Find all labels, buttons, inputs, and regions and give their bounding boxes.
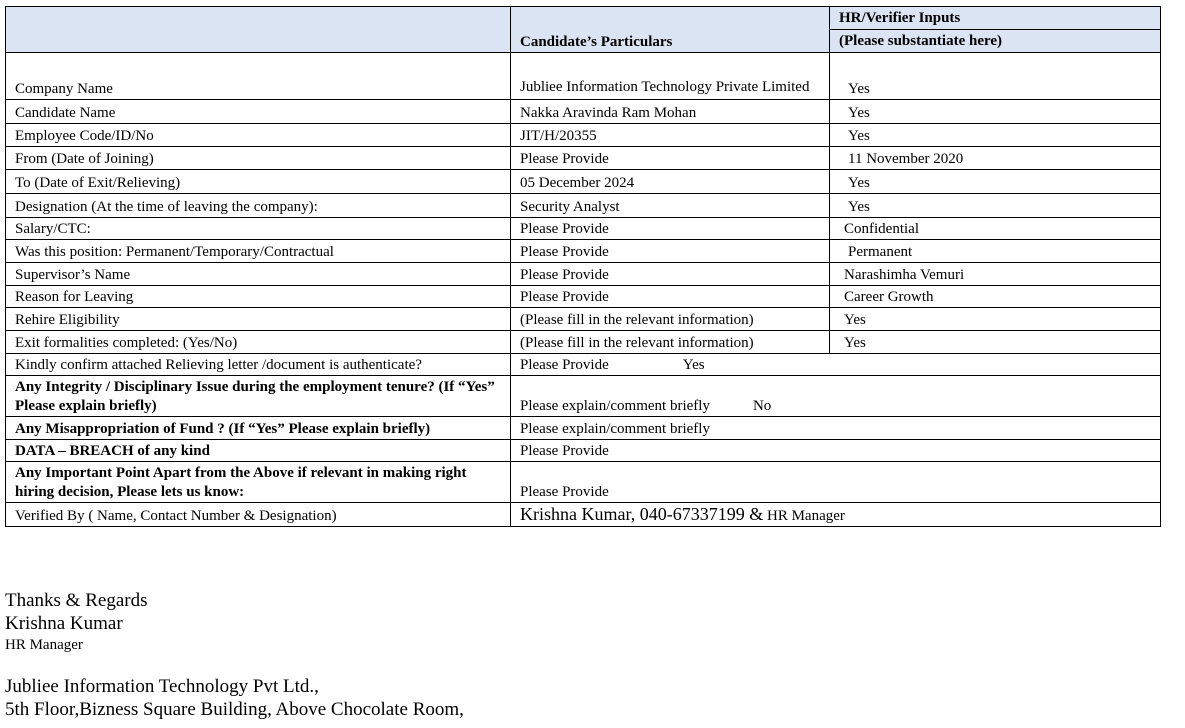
row-hr-input: Yes	[830, 331, 1161, 354]
table-row	[6, 440, 1161, 462]
row-hr-input: Confidential	[830, 218, 1161, 240]
table-row	[6, 286, 1161, 308]
table-row	[6, 376, 1161, 417]
row-label: Exit formalities completed: (Yes/No)	[6, 331, 511, 354]
row-label: Salary/CTC:	[6, 218, 511, 240]
row-particulars: Please explain/comment briefly	[520, 398, 710, 414]
row-hr-input: Yes	[830, 53, 1161, 100]
row-hr-input: Yes	[830, 308, 1161, 331]
row-hr-input: Permanent	[830, 240, 1161, 263]
row-particulars: Please Provide	[511, 147, 830, 170]
row-label: Designation (At the time of leaving the company):	[6, 194, 511, 218]
table-row	[6, 308, 1161, 331]
row-particulars: (Please fill in the relevant information)	[511, 308, 830, 331]
row-hr-input: Yes	[830, 170, 1161, 194]
table-row	[6, 170, 1161, 194]
verification-table	[5, 6, 1161, 527]
header-hr-inputs	[830, 7, 1161, 53]
signature-company: Jubliee Information Technology Pvt Ltd.,	[5, 676, 319, 697]
signature-name: Krishna Kumar	[5, 613, 123, 634]
table-row	[6, 53, 1161, 100]
row-label: Supervisor’s Name	[6, 263, 511, 286]
row-label: Any Integrity / Disciplinary Issue during the employment tenure? (If “Yes” Please explain briefly)	[6, 376, 511, 417]
table-row	[6, 462, 1161, 503]
row-label: To (Date of Exit/Relieving)	[6, 170, 511, 194]
table-header-row	[6, 7, 1161, 53]
row-hr-input: Yes	[830, 124, 1161, 147]
signature-address: 5th Floor,Bizness Square Building, Above Chocolate Room,	[5, 699, 464, 720]
row-label: DATA – BREACH of any kind	[6, 440, 511, 462]
row-label: Was this position: Permanent/Temporary/Contractual	[6, 240, 511, 263]
row-label: Candidate Name	[6, 100, 511, 124]
table-row	[6, 100, 1161, 124]
table-row	[6, 240, 1161, 263]
row-label: Any Important Point Apart from the Above if relevant in making right hiring decision, Please lets us know:	[6, 462, 511, 503]
row-label: From (Date of Joining)	[6, 147, 511, 170]
row-particulars: Please Provide	[511, 240, 830, 263]
header-hr-subtitle: (Please substantiate here)	[839, 33, 1003, 49]
row-particulars: Please Provide	[511, 440, 1161, 462]
table-row	[6, 147, 1161, 170]
table-row	[6, 503, 1161, 527]
row-answer: No	[752, 398, 772, 414]
row-particulars: Please Provide	[511, 263, 830, 286]
row-particulars: (Please fill in the relevant information)	[511, 331, 830, 354]
row-label: Kindly confirm attached Relieving letter /document is authenticate?	[6, 354, 511, 376]
row-particulars: Jubliee Information Technology Private Limited	[511, 53, 830, 100]
table-row	[6, 331, 1161, 354]
row-label: Verified By ( Name, Contact Number & Designation)	[6, 503, 511, 527]
table-row	[6, 263, 1161, 286]
table-row	[6, 124, 1161, 147]
table-row	[6, 354, 1161, 376]
row-particulars: Security Analyst	[511, 194, 830, 218]
signature-title: HR Manager	[5, 637, 83, 653]
row-label: Company Name	[6, 53, 511, 100]
table-row	[6, 194, 1161, 218]
table-row	[6, 417, 1161, 440]
row-particulars: Please Provide	[511, 218, 830, 240]
row-label: Any Misappropriation of Fund ? (If “Yes” Please explain briefly)	[6, 417, 511, 440]
row-particulars: Please Provide	[511, 462, 1161, 503]
row-particulars: 05 December 2024	[511, 170, 830, 194]
row-particulars: JIT/H/20355	[511, 124, 830, 147]
row-label: Employee Code/ID/No	[6, 124, 511, 147]
row-particulars: Please explain/comment briefly	[511, 417, 1161, 440]
row-answer: Yes	[682, 357, 705, 373]
header-blank-cell	[6, 7, 511, 53]
verified-by-designation: HR Manager	[767, 508, 845, 524]
row-hr-input: Career Growth	[830, 286, 1161, 308]
row-particulars-wide	[511, 354, 1161, 376]
verified-by-main: Krishna Kumar, 040-67337199 &	[520, 504, 764, 524]
header-candidate-particulars: Candidate’s Particulars	[511, 7, 830, 53]
row-particulars: Please Provide	[511, 286, 830, 308]
row-hr-input: Yes	[830, 194, 1161, 218]
header-hr-title: HR/Verifier Inputs	[830, 7, 1160, 30]
row-label: Reason for Leaving	[6, 286, 511, 308]
row-particulars: Please Provide	[520, 357, 609, 373]
row-particulars: Nakka Aravinda Ram Mohan	[511, 100, 830, 124]
signature-regards: Thanks & Regards	[5, 590, 148, 611]
row-label: Rehire Eligibility	[6, 308, 511, 331]
row-hr-input: Narashimha Vemuri	[830, 263, 1161, 286]
verified-by-value	[511, 503, 1161, 527]
row-hr-input: 11 November 2020	[830, 147, 1161, 170]
table-row	[6, 218, 1161, 240]
row-particulars-wide	[511, 376, 1161, 417]
row-hr-input: Yes	[830, 100, 1161, 124]
